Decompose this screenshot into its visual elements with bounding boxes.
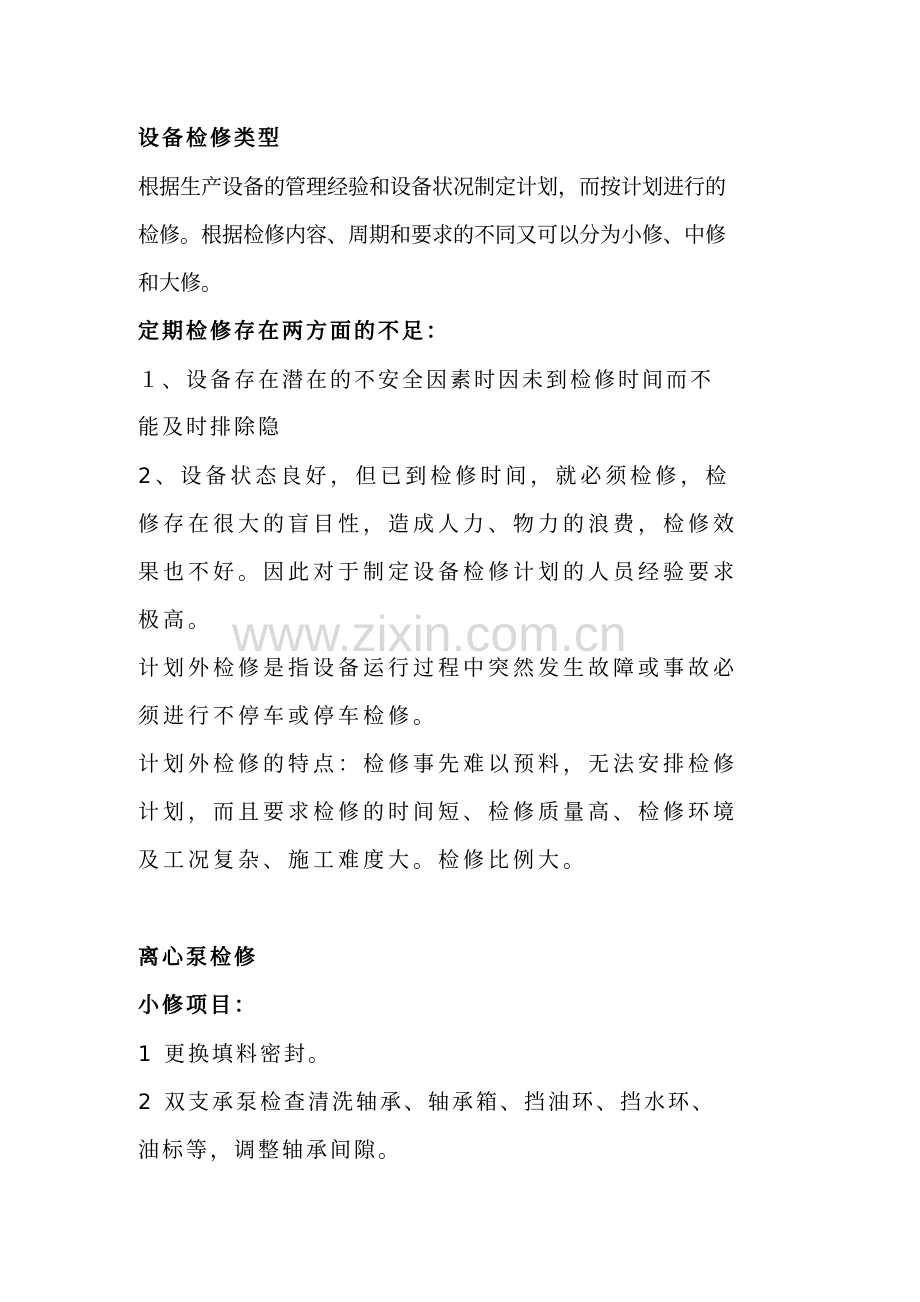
paragraph-line: 及工况复杂、施工难度大。检修比例大。 <box>138 848 588 872</box>
paragraph-line: 修存在很大的盲目性，造成人力、物力的浪费，检修效 <box>138 512 738 536</box>
section-heading-centrifugal-pump: 离心泵检修 <box>138 945 258 969</box>
paragraph-line: １、设备存在潜在的不安全因素时因未到检修时间而不 <box>138 368 714 392</box>
paragraph-line: 和大修。 <box>138 271 222 295</box>
section-heading-shortcomings: 定期检修存在两方面的不足： <box>138 319 450 343</box>
paragraph-line: 极高。 <box>138 608 213 632</box>
paragraph-line: 计划外检修是指设备运行过程中突然发生故障或事故必 <box>138 656 738 680</box>
paragraph-line: 根据生产设备的管理经验和设备状况制定计划，而按计划进行的 <box>138 175 726 199</box>
list-item: 1 更换填料密封。 <box>138 1042 333 1066</box>
list-item: 油标等，调整轴承间隙。 <box>138 1138 402 1162</box>
paragraph-line: 能及时排除隐 <box>138 415 282 439</box>
list-item: 2 双支承泵检查清洗轴承、轴承箱、挡油环、挡水环、 <box>138 1090 717 1114</box>
paragraph-line: 须进行不停车或停车检修。 <box>138 704 438 728</box>
paragraph-line: 2、设备状态良好，但已到检修时间，就必须检修，检 <box>138 464 731 488</box>
section-heading-maintenance-types: 设备检修类型 <box>138 126 282 150</box>
paragraph-line: 检修。根据检修内容、周期和要求的不同又可以分为小修、中修 <box>138 223 726 247</box>
watermark: www.zixin.com.cn <box>232 606 627 662</box>
paragraph-line: 计划，而且要求检修的时间短、检修质量高、检修环境 <box>138 800 738 824</box>
paragraph-line: 果也不好。因此对于制定设备检修计划的人员经验要求 <box>138 560 738 584</box>
paragraph-line: 计划外检修的特点：检修事先难以预料，无法安排检修 <box>138 752 738 776</box>
section-heading-minor-repair: 小修项目： <box>138 993 258 1017</box>
